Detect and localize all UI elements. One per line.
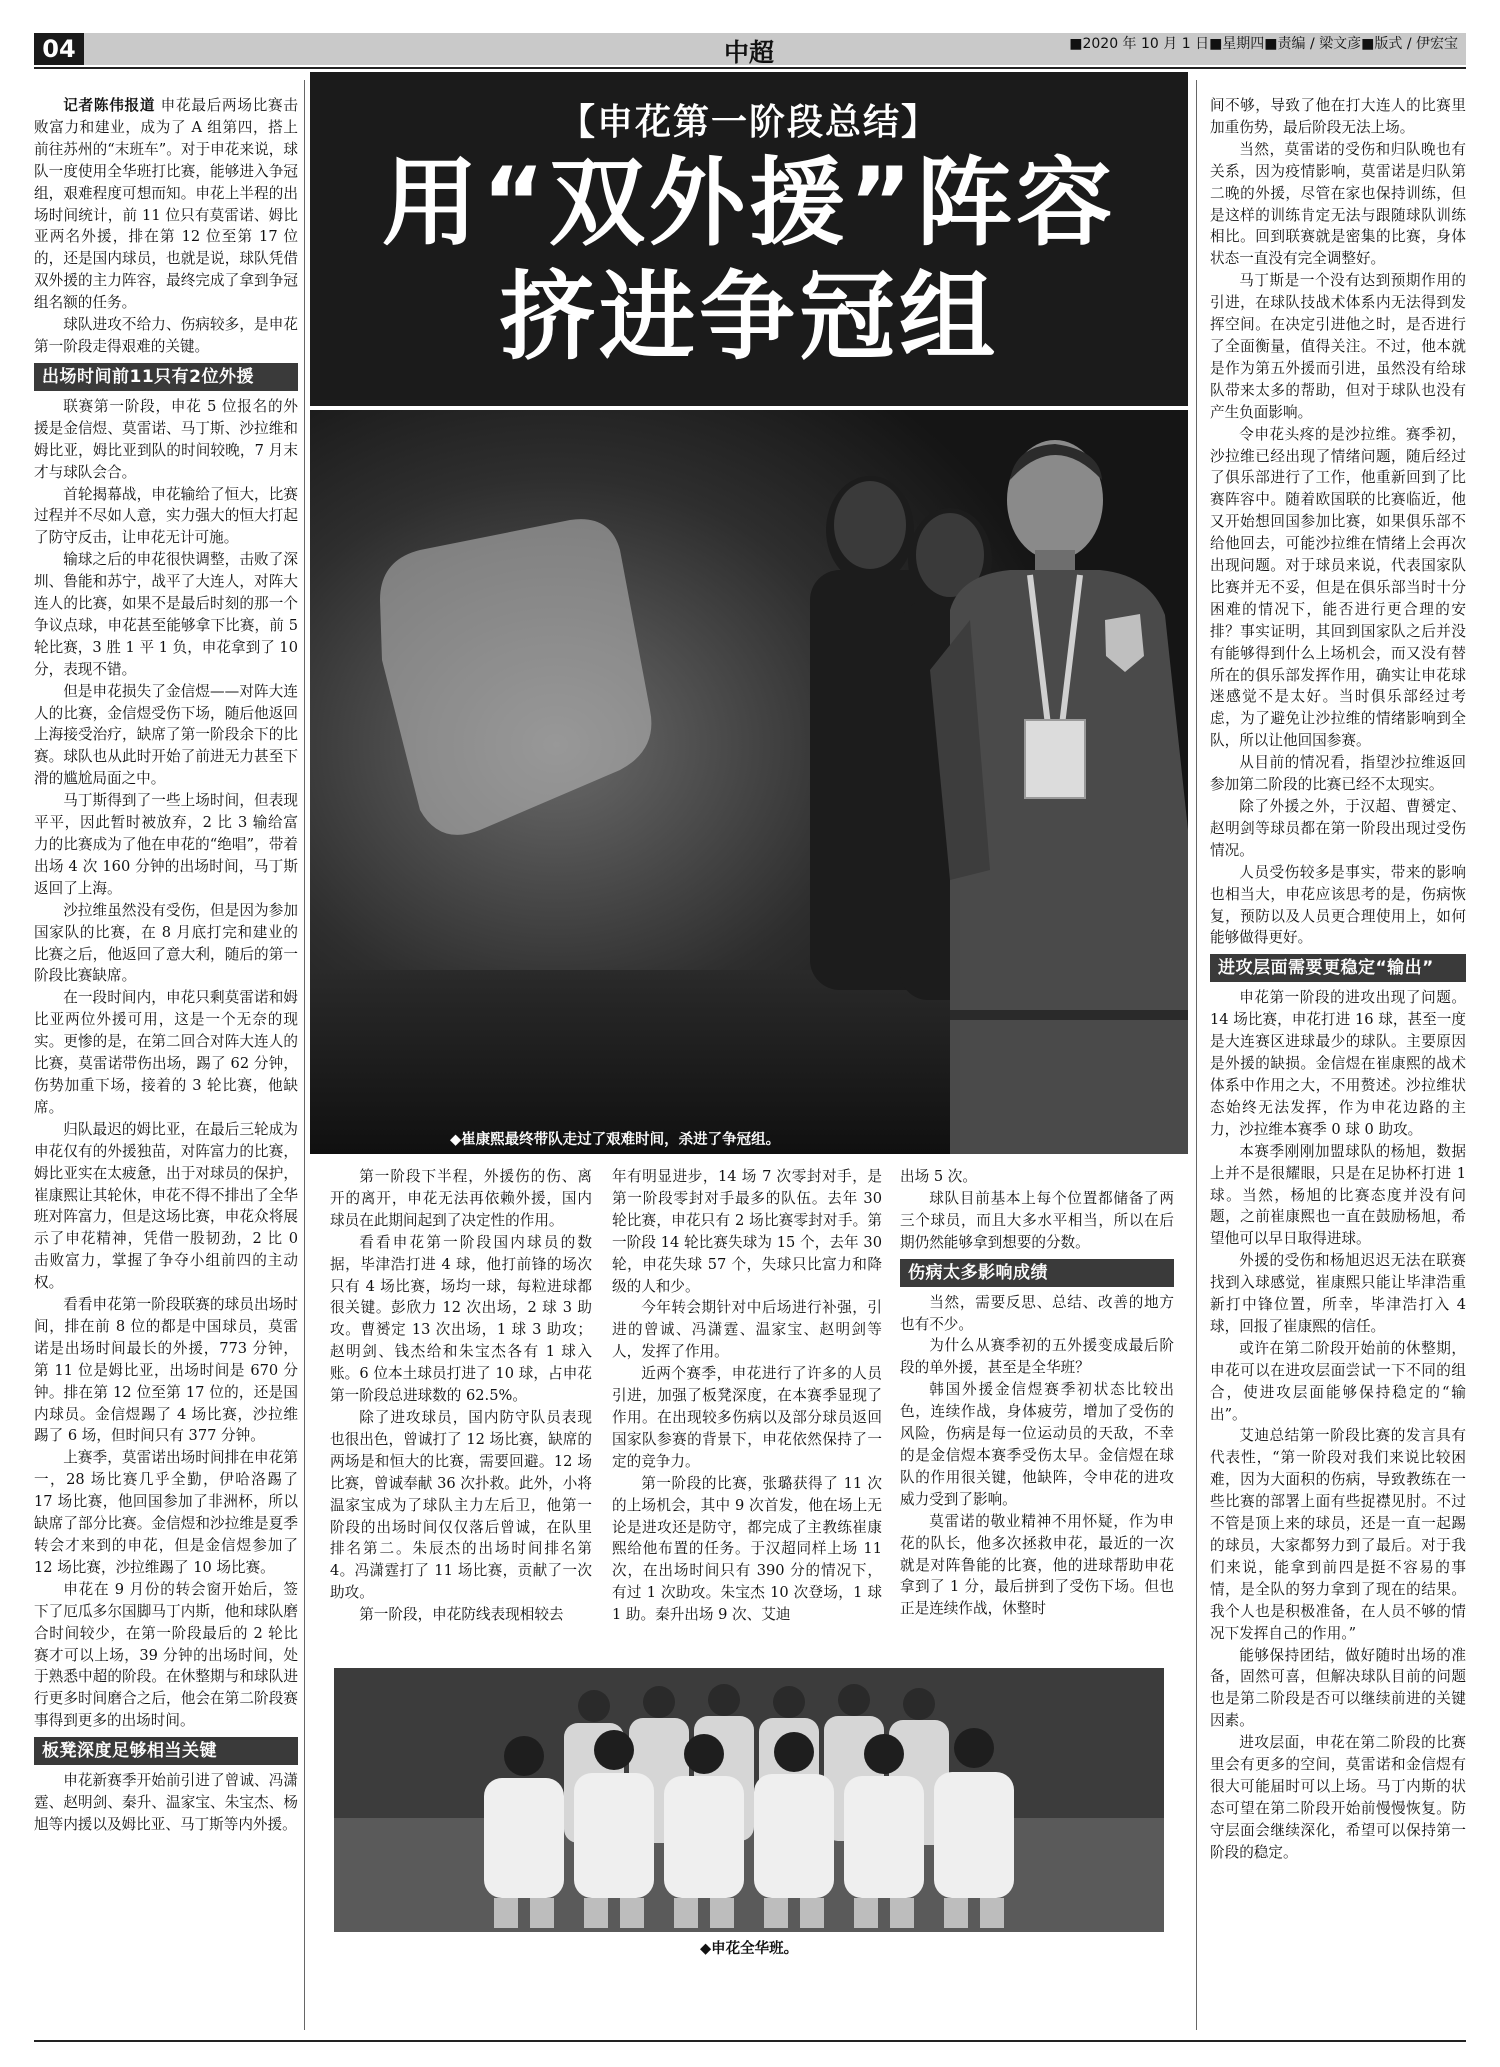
paragraph: 上赛季，莫雷诺出场时间排在申花第一，28 场比赛几乎全勤，伊哈洛踢了 17 场比赛，他回国参加了非洲杯，所以缺席了部分比赛。金信煜和沙拉维是夏季转会才来到的申花，但是金信煜参加了 12 场比赛，沙拉维踢了 10 场比赛。 (34, 1449, 298, 1576)
paragraph: 申花第一阶段的进攻出现了问题。14 场比赛，申花打进 16 球，甚至一度是大连赛区进球最少的球队。主要原因是外援的缺损。金信煜在崔康熙的战术体系中作用之大，不用赘述。沙拉维状态始终无法发挥，作为申花边路的主力，沙拉维本赛季 0 球 0 助攻。 (1210, 989, 1466, 1138)
paragraph: 艾迪总结第一阶段比赛的发言具有代表性，“第一阶段对我们来说比较困难，因为大面积的伤病，导致教练在一些比赛的部署上面有些捉襟见肘。不过不管是顶上来的球员，还是一直一起踢的球员，大家都努力到了最后。对于我们来说，能拿到前四是挺不容易的事情，是全队的努力拿到了现在的结果。我个人也是积极准备，在人员不够的情况下发挥自己的作用。” (1210, 1427, 1466, 1642)
paragraph: 从目前的情况看，指望沙拉维返回参加第二阶段的比赛已经不太现实。 (1210, 754, 1466, 794)
article-column-3 (612, 1166, 882, 1656)
paragraph: 沙拉维虽然没有受伤，但是因为参加国家队的比赛，在 8 月底打完和建业的比赛之后，他返回了意大利，随后的第一阶段比赛缺席。 (34, 901, 298, 985)
byline: 记者陈伟报道 (63, 97, 156, 114)
paragraph: 当然，需要反思、总结、改善的地方也有不少。 (900, 1293, 1174, 1333)
paragraph: 在一段时间内，申花只剩莫雷诺和姆比亚两位外援可用，这是一个无奈的现实。更惨的是，在第二回合对阵大连人的比赛，莫雷诺带伤出场，踢了 62 分钟，伤势加重下场，接着的 3 轮比赛，他缺席。 (34, 989, 298, 1116)
paragraph: 第一阶段下半程，外援伤的伤、离开的离开，申花无法再依赖外援，国内球员在此期间起到了决定性的作用。 (330, 1168, 592, 1229)
article-column-5 (1210, 95, 1466, 2045)
coach-photo (310, 410, 1188, 1154)
team-photo-illustration (334, 1668, 1164, 1932)
lead-paragraph: 记者陈伟报道 申花最后两场比赛击败富力和建业，成为了 A 组第四，搭上前往苏州的“末班车”。对于申花来说，球队一度使用全华班打比赛，能够进入争冠组，艰难程度可想而知。申花上半程的出场时间统计，前 11 位只有莫雷诺、姆比亚两名外援，排在第 12 位至第 17 位的，还是国内球员，也就是说，球队凭借双外援的主力阵容，最终完成了拿到争冠组名额的任务。 (34, 97, 298, 312)
paragraph: 莫雷诺的敬业精神不用怀疑，作为申花的队长，他多次拯救申花，最近的一次就是对阵鲁能的比赛，他的进球帮助申花拿到了 1 分，最后拼到了受伤下场。但也正是连续作战，休整时 (900, 1512, 1174, 1618)
headline-block (310, 72, 1188, 406)
subheading: 伤病太多影响成绩 (900, 1259, 1174, 1287)
headline-kicker: 【申花第一阶段总结】 (558, 102, 939, 143)
paragraph: 马丁斯是一个没有达到预期作用的引进，在球队技战术体系内无法得到发挥空间。在决定引进他之时，是否进行了全面衡量，值得关注。不过，他本就是作为第五外援而引进，虽然没有给球队带来太多的帮助，但对于球队也没有产生负面影响。 (1210, 272, 1466, 421)
paragraph: 首轮揭幕战，申花输给了恒大，比赛过程并不尽如人意，实力强大的恒大打起了防守反击，让申花无计可施。 (34, 485, 298, 547)
paragraph: 第一阶段的比赛，张璐获得了 11 次的上场机会，其中 9 次首发，他在场上无论是进攻还是防守，都完成了主教练崔康熙给他布置的任务。于汉超同样上场 11 次，在出场时间只有 390 分的情况下，有过 1 次助攻。朱宝杰 10 次登场，1 球 1 助。秦升出场 9 次、艾迪 (612, 1474, 882, 1624)
paragraph: 球队进攻不给力、伤病较多，是申花第一阶段走得艰难的关键。 (34, 316, 298, 355)
paragraph: 令申花头疼的是沙拉维。赛季初，沙拉维已经出现了情绪问题，随后经过了俱乐部进行了工作，他重新回到了比赛阵容中。随着欧国联的比赛临近，他又开始想回国参加比赛，如果俱乐部不给他回去，可能沙拉维在情绪上会再次出现问题。对于球员来说，代表国家队比赛并无不妥，但是在俱乐部当时十分困难的情况下，能否进行更合理的安排？事实证明，其回到国家队之后并没有能够得到什么上场机会，而又没有替所在的俱乐部发挥作用，确实让申花球迷感觉不是太好。当时俱乐部经过考虑，为了避免让沙拉维的情绪影响到全队，所以让他回国参赛。 (1210, 425, 1466, 750)
paragraph: 输球之后的申花很快调整，击败了深圳、鲁能和苏宁，战平了大连人，对阵大连人的比赛，如果不是最后时刻的那一个争议点球，申花甚至能够拿下比赛，前 5 轮比赛，3 胜 1 平 1 负，申花拿到了 10 分，表现不错。 (34, 551, 298, 678)
subheading: 进攻层面需要更稳定“输出” (1210, 954, 1466, 982)
paragraph: 第一阶段，申花防线表现相较去 (359, 1606, 564, 1624)
paragraph: 今年转会期针对中后场进行补强，引进的曾诚、冯潇霆、温家宝、赵明剑等人，发挥了作用。 (612, 1299, 882, 1361)
paragraph: 进攻层面，申花在第二阶段的比赛里会有更多的空间，莫雷诺和金信煜有很大可能届时可以上场。马丁内斯的状态可望在第二阶段开始前慢慢恢复。防守层面会继续深化，希望可以保持第一阶段的稳定。 (1210, 1734, 1466, 1861)
column-divider (1196, 80, 1197, 2030)
photo-caption: ◆崔康熙最终带队走过了艰难时间，杀进了争冠组。 (450, 1132, 781, 1148)
paragraph: 申花新赛季开始前引进了曾诚、冯潇霆、赵明剑、秦升、温家宝、朱宝杰、杨旭等内援以及姆比亚、马丁斯等内外援。 (34, 1772, 298, 1833)
article-column-1 (34, 95, 298, 2045)
subheading: 出场时间前11只有2位外援 (34, 363, 298, 391)
paragraph: 或许在第二阶段开始前的休整期，申花可以在进攻层面尝试一下不同的组合，使进攻层面能够保持稳定的“输出”。 (1210, 1339, 1466, 1423)
header-bar (84, 33, 1466, 65)
paragraph: 韩国外援金信煜赛季初状态比较出色，连续作战，身体疲劳，增加了受伤的风险，伤病是每一位运动员的天敌，不幸的是金信煜本赛季受伤太早。金信煜在球队的作用很关键，他缺阵，令申花的进攻威力受到了影响。 (900, 1381, 1174, 1508)
paragraph: 看看申花第一阶段国内球员的数据，毕津浩打进 4 球，他打前锋的场次只有 4 场比赛，场均一球，每粒进球都很关键。彭欣力 12 次出场，2 球 3 助攻。曹赟定 13 次出场，1 球 3 助攻；赵明剑、钱杰给和朱宝杰各有 1 球入账。6 位本土球员打进了 10 球，占申花第一阶段总进球数的 62.5%。 (330, 1233, 592, 1405)
paragraph: 间不够，导致了他在打大连人的比赛里加重伤势，最后阶段无法上场。 (1210, 97, 1466, 136)
team-photo-caption: ◆申花全华班。 (700, 1941, 799, 1957)
paragraph: 归队最迟的姆比亚，在最后三轮成为申花仅有的外援独苗，对阵富力的比赛，姆比亚实在太疲惫，出于对球员的保护，崔康熙让其轮休，申花不得不排出了全华班对阵富力，但是这场比赛，申花众将展示了申花精神，凭借一股韧劲，2 比 0 击败富力，掌握了争夺小组前四的主动权。 (34, 1120, 298, 1292)
paragraph: 出场 5 次。 (900, 1168, 977, 1185)
paragraph: 球队目前基本上每个位置都储备了两三个球员，而且大多水平相当，所以在后期仍然能够拿到想要的分数。 (900, 1189, 1174, 1251)
paragraph: 能够保持团结，做好随时出场的准备，固然可喜，但解决球队目前的问题也是第二阶段是否可以继续前进的关键因素。 (1210, 1646, 1466, 1730)
issue-meta: ■2020 年 10 月 1 日■星期四■责编 / 梁文彦■版式 / 伊宏宝 (1069, 36, 1458, 52)
team-photo (334, 1668, 1164, 1932)
article-column-2 (330, 1166, 592, 1656)
paragraph: 除了进攻球员，国内防守队员表现也很出色，曾诚打了 12 场比赛，缺席的两场是和恒大的比赛，需要回避。12 场比赛，曾诚奉献 36 次扑救。此外，小将温家宝成为了球队主力左后卫，他第一阶段的出场时间仅仅落后曾诚，在队里排名第二。朱辰杰的出场时间排名第 4。冯潇霆打了 11 场比赛，贡献了一次助攻。 (330, 1408, 592, 1602)
paragraph: 联赛第一阶段，申花 5 位报名的外援是金信煜、莫雷诺、马丁斯、沙拉维和姆比亚，姆比亚到队的时间较晚，7 月末才与球队会合。 (34, 397, 298, 481)
paragraph: 外援的受伤和杨旭迟迟无法在联赛找到入球感觉，崔康熙只能让毕津浩重新打中锋位置，所幸，毕津浩打入 4 球，回报了崔康熙的信任。 (1210, 1252, 1466, 1335)
column-divider (304, 80, 305, 2030)
headline-title-line-1: 用“双外援”阵容 (381, 147, 1117, 259)
coach-photo-illustration (310, 410, 1188, 1154)
paragraph: 为什么从赛季初的五外援变成最后阶段的单外援，甚至是全华班？ (900, 1337, 1174, 1377)
section-title: 中超 (724, 38, 775, 67)
subheading: 板凳深度足够相当关键 (34, 1737, 298, 1765)
header-rule (34, 67, 1466, 69)
paragraph: 但是申花损失了金信煜——对阵大连人的比赛，金信煜受伤下场，随后他返回上海接受治疗，缺席了第一阶段余下的比赛。球队也从此时开始了前进无力甚至下滑的尴尬局面之中。 (34, 682, 298, 788)
paragraph: 除了外援之外，于汉超、曹赟定、赵明剑等球员都在第一阶段出现过受伤情况。 (1210, 798, 1466, 859)
paragraph: 当然，莫雷诺的受伤和归队晚也有关系，因为疫情影响，莫雷诺是归队第二晚的外援，尽管在家也保持训练，但是这样的训练肯定无法与跟随球队训练相比。回到联赛就是密集的比赛，身体状态一直没有完全调整好。 (1210, 140, 1466, 268)
paragraph: 马丁斯得到了一些上场时间，但表现平平，因此暂时被放弃，2 比 3 输给富力的比赛成为了他在申花的“绝唱”，带着出场 4 次 160 分钟的出场时间，马丁斯返回了上海。 (34, 792, 298, 897)
footer-rule (34, 2040, 1466, 2042)
paragraph: 年有明显进步，14 场 7 次零封对手，是第一阶段零封对手最多的队伍。去年 30 轮比赛，申花只有 2 场比赛零封对手。第一阶段 14 轮比赛失球为 15 个，去年 30 轮，申花失球 57 个，失球只比富力和降级的人和少。 (612, 1168, 882, 1295)
paragraph: 申花在 9 月份的转会窗开始后，签下了厄瓜多尔国脚马丁内斯，他和球队磨合时间较少，在第一阶段最后的 2 轮比赛才可以上场，39 分钟的出场时间，处于熟悉中超的阶段。在休整期与和球队进行更多时间磨合之后，他会在第二阶段赛事得到更多的出场时间。 (34, 1580, 298, 1730)
paragraph: 本赛季刚刚加盟球队的杨旭，数据上并不是很耀眼，只是在足协杯打进 1 球。当然，杨旭的比赛态度并没有问题，之前崔康熙也一直在鼓励杨旭，希望他可以早日取得进球。 (1210, 1142, 1466, 1248)
paragraph: 人员受伤较多是事实，带来的影响也相当大，申花应该思考的是，伤病恢复，预防以及人员更合理使用上，如何能够做得更好。 (1210, 863, 1466, 947)
page-number: 04 (34, 33, 84, 65)
paragraph: 看看申花第一阶段联赛的球员出场时间，排在前 8 位的都是中国球员，莫雷诺是出场时间最长的外援，773 分钟，第 11 位是姆比亚，出场时间是 670 分钟。排在第 12 位至第 17 位的，还是国内球员。金信煜踢了 4 场比赛，沙拉维踢了 6 场，但时间只有 377 分钟。 (34, 1296, 298, 1445)
paragraph: 近两个赛季，申花进行了许多的人员引进，加强了板凳深度，在本赛季显现了作用。在出现较多伤病以及部分球员返回国家队参赛的背景下，申花依然保持了一定的竞争力。 (612, 1365, 882, 1470)
article-column-4 (900, 1166, 1174, 1656)
headline-title-line-2: 挤进争冠组 (499, 261, 999, 373)
